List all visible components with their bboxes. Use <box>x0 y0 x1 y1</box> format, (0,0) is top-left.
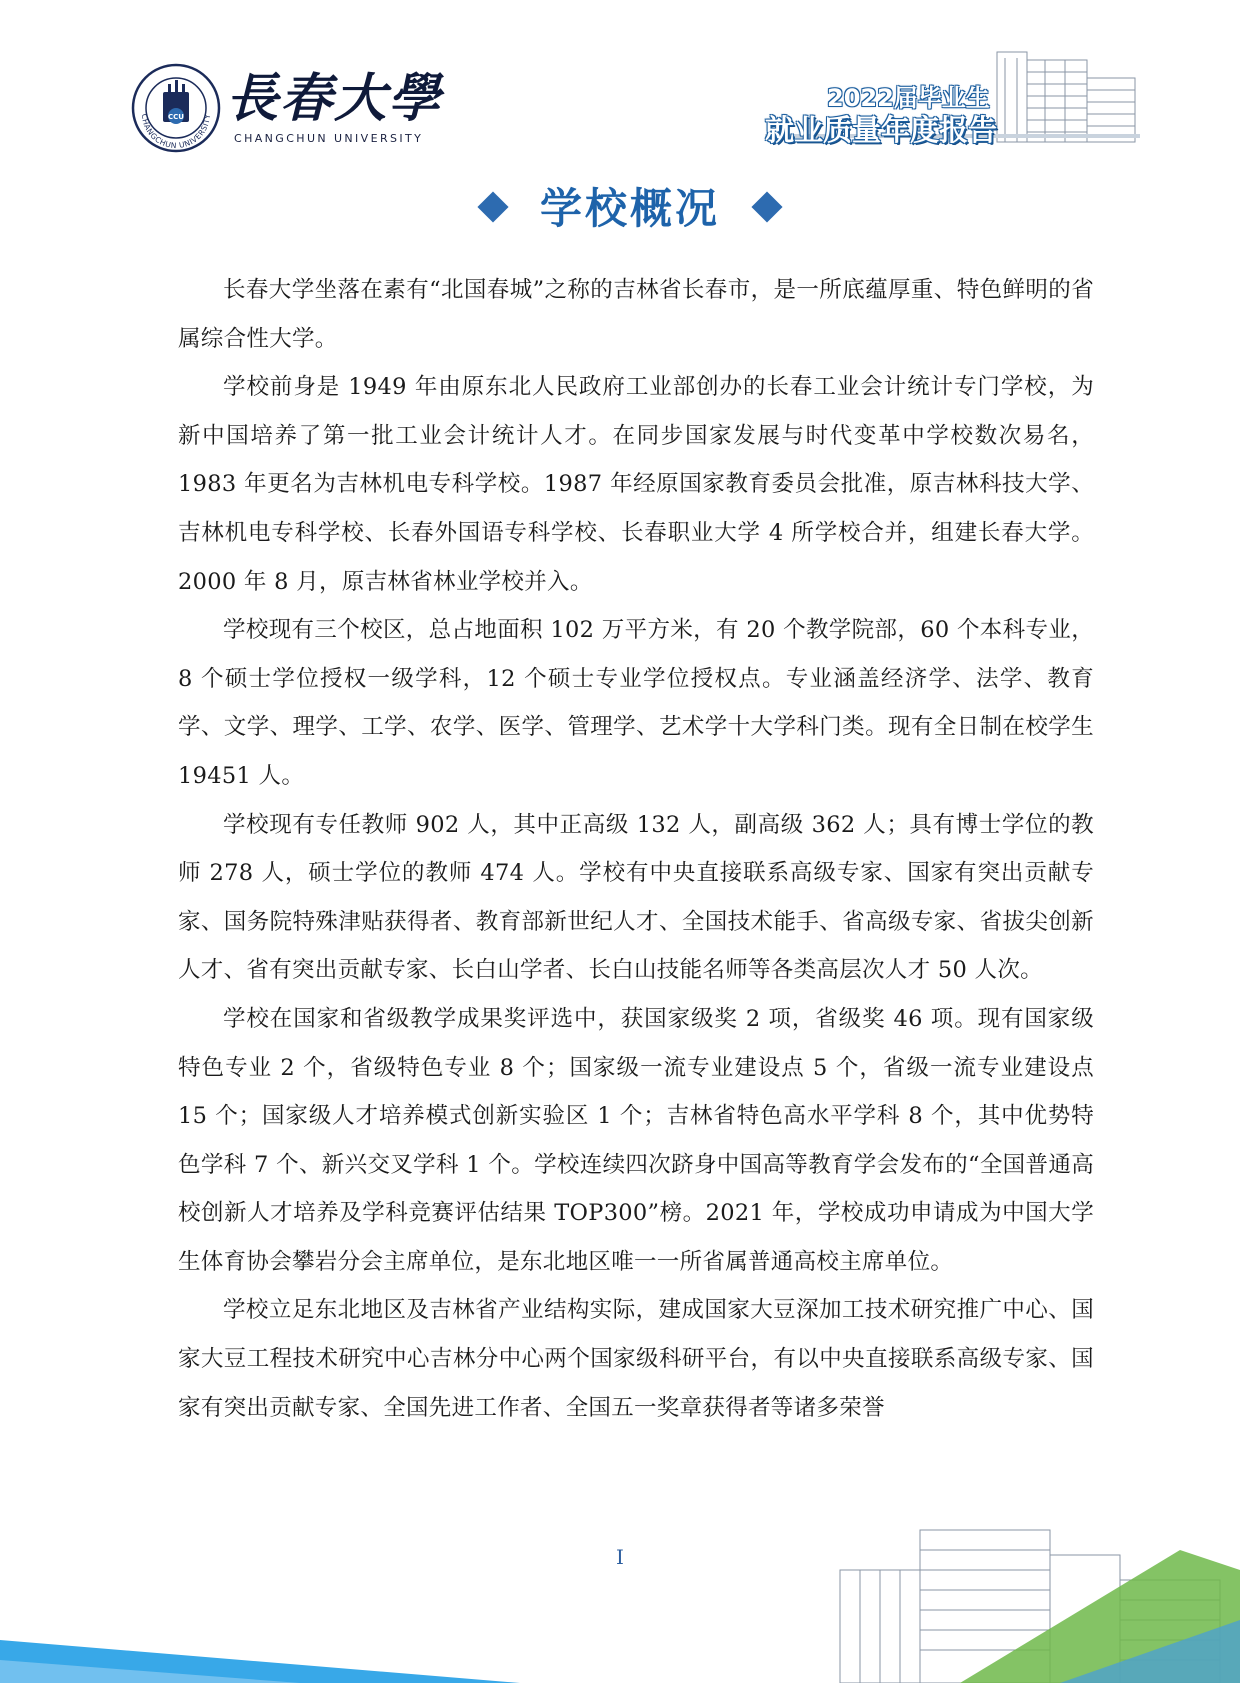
page-number: I <box>616 1545 624 1569</box>
paragraph-intro: 长春大学坐落在素有“北国春城”之称的吉林省长春市，是一所底蕴厚重、特色鲜明的省属综合性大学。 <box>178 277 1094 352</box>
section-title <box>440 170 820 240</box>
paragraph-faculty: 学校现有专任教师 902 人，其中正高级 132 人，副高级 362 人；具有博士学位的教师 278 人，硕士学位的教师 474 人。学校有中央直接联系高级专家、国家有突出贡献专家、国务院特殊津贴获得者、教育部新世纪人才、全国技术能手、省高级专家、省拔尖创新人才、省有突出贡献专家、长白山学者、长白山技能名师等各类高层次人才 50 人次。 <box>178 811 1094 984</box>
paragraph-research: 学校立足东北地区及吉林省产业结构实际，建成国家大豆深加工技术研究推广中心、国家大豆工程技术研究中心吉林分中心两个国家级科研平台，有以中央直接联系高级专家、国家有突出贡献专家、全国先进工作者、全国五一奖章获得者等诸多荣誉 <box>178 1297 1094 1421</box>
report-title-line: 就业质量年度报告 <box>765 113 998 147</box>
page-title: 学校概况 <box>539 184 720 233</box>
footer-decoration <box>0 1510 1240 1683</box>
paragraph-campus-scale: 学校现有三个校区，总占地面积 102 万平方米，有 20 个教学院部，60 个本科专业，8 个硕士学位授权一级学科，12 个硕士专业学位授权点。专业涵盖经济学、法学、教育学、文学、理学、工学、农学、医学、管理学、艺术学十大学科门类。现有全日制在校学生 19451 人。 <box>178 617 1094 789</box>
paragraph-history: 学校前身是 1949 年由原东北人民政府工业部创办的长春工业会计统计专门学校，为新中国培养了第一批工业会计统计人才。在同步国家发展与时代变革中学校数次易名，1983 年更名为吉林机电专科学校。1987 年经原国家教育委员会批准，原吉林科技大学、吉林机电专科学校、长春外国语专科学校、长春职业大学 4 所学校合并，组建长春大学。2000 年 8 月，原吉林省林业学校并入。 <box>178 374 1094 595</box>
university-name-cn: 長春大學 <box>226 68 443 129</box>
body-content <box>178 266 1094 1432</box>
report-badge <box>765 48 1140 148</box>
university-name-en: CHANGCHUN UNIVERSITY <box>234 132 424 145</box>
seal-ring-text: CHANGCHUN UNIVERSITY <box>139 113 213 151</box>
university-seal-icon <box>130 62 222 154</box>
seal-center-text: CCU <box>168 113 184 121</box>
report-year-line: 2022届毕业生 <box>827 84 990 112</box>
paragraph-achievements: 学校在国家和省级教学成果奖评选中，获国家级奖 2 项，省级奖 46 项。现有国家级特色专业 2 个，省级特色专业 8 个；国家级一流专业建设点 5 个，省级一流专业建设点 15 个；国家级人才培养模式创新实验区 1 个；吉林省特色高水平学科 8 个，其中优势特色学科 7 个、新兴交叉学科 1 个。学校连续四次跻身中国高等教育学会发布的“全国普通高校创新人才培养及学科竞赛评估结果 TOP300”榜。2021 年，学校成功申请成为中国大学生体育协会攀岩分会主席单位，是东北地区唯一一所省属普通高校主席单位。 <box>178 1005 1094 1275</box>
university-logo <box>130 62 443 152</box>
